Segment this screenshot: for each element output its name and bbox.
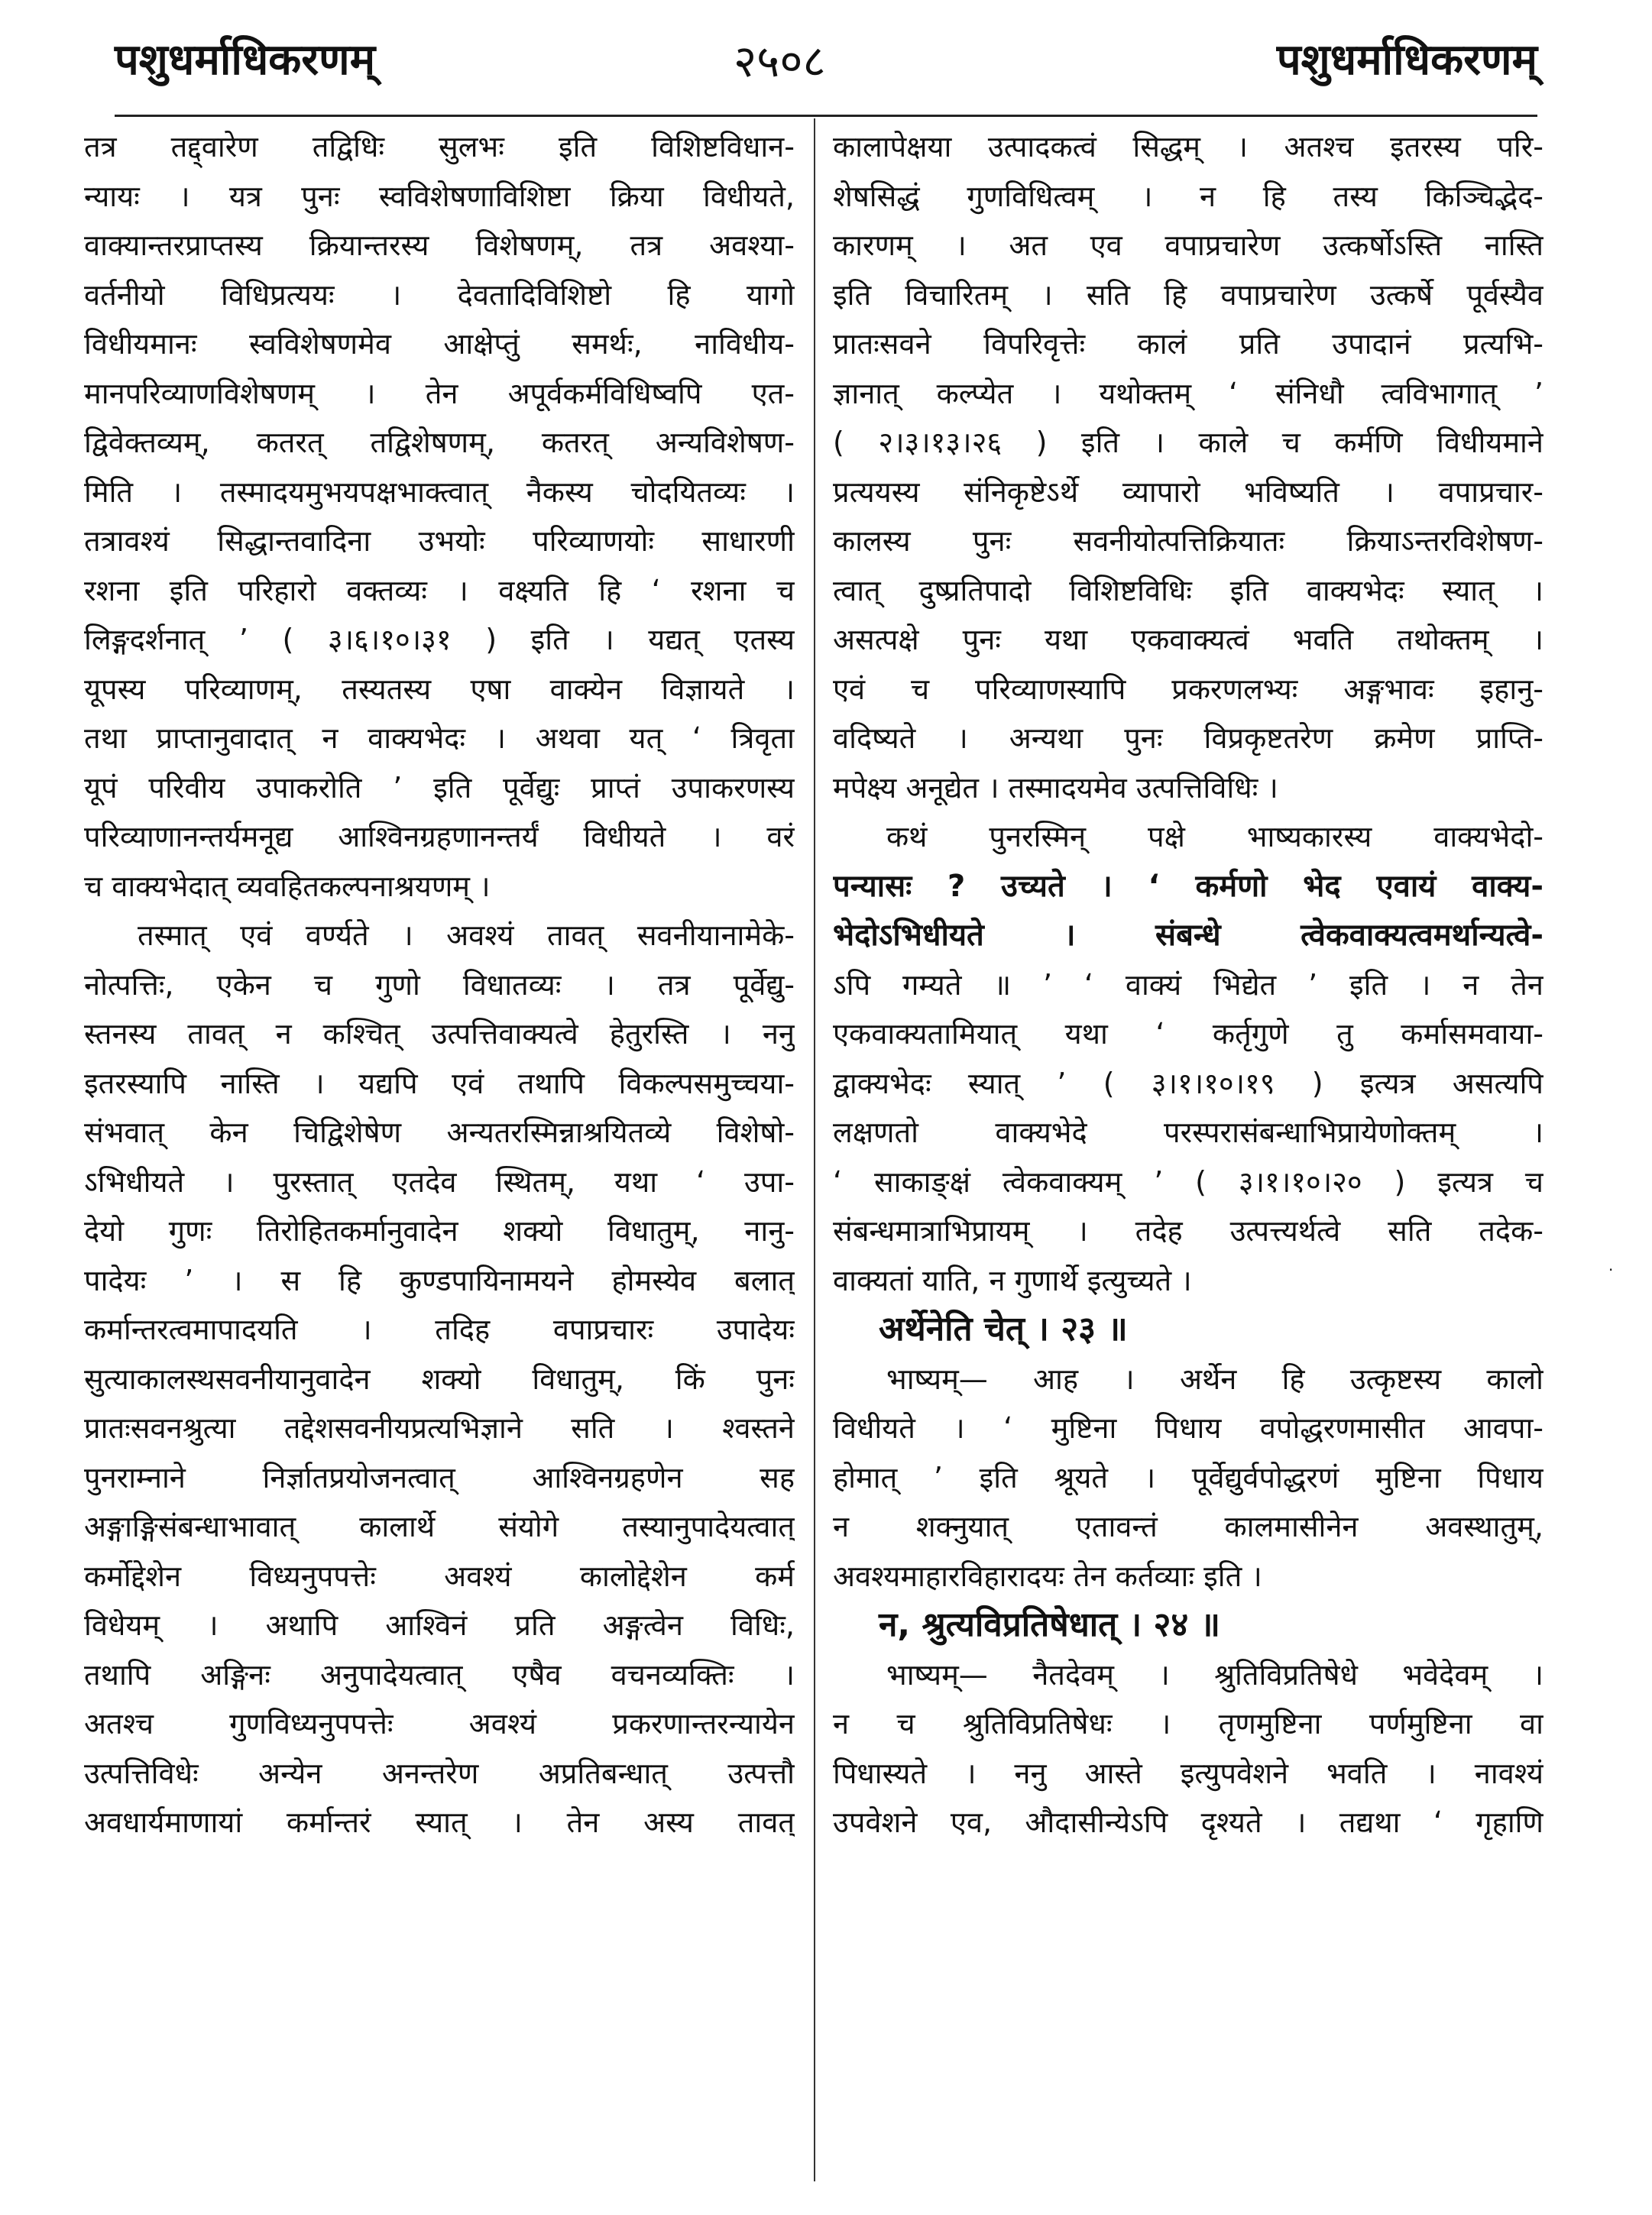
- text-line: तथापि अङ्गिनः अनुपादेयत्वात् एषैव वचनव्यक्तिः ।: [84, 1657, 795, 1692]
- scan-speck: ·: [1608, 1261, 1614, 1279]
- text-line: विधीयमानः स्वविशेषणमेव आक्षेप्तुं समर्थः, नाविधीय-: [84, 327, 795, 361]
- text-line: प्रत्ययस्य संनिकृष्टेऽर्थे व्यापारो भविष्यति । वपाप्रचार-: [833, 474, 1543, 509]
- text-line: त्वात् दुष्प्रतिपादो विशिष्टविधिः इति वाक्यभेदः स्यात् ।: [833, 573, 1543, 607]
- text-line: असत्पक्षे पुनः यथा एकवाक्यत्वं भवति तथोक्तम् ।: [833, 623, 1543, 656]
- text-line: कर्मोद्देशेन विध्यनुपपत्तेः अवश्यं कालोद्देशेन कर्म: [84, 1559, 795, 1593]
- text-line: न्यायः । यत्र पुनः स्वविशेषणाविशिष्टा क्रिया विधीयते,: [84, 179, 795, 213]
- text-line: तथा प्राप्तानुवादात् न वाक्यभेदः । अथवा यत् ‘ त्रिवृता: [84, 721, 795, 755]
- text-line: च वाक्यभेदात् व्यवहितकल्पनाश्रयणम् ।: [84, 869, 491, 903]
- running-header-right: पशुधर्माधिकरणम्: [1276, 35, 1537, 85]
- text-line: लिङ्गदर्शनात् ’ ( ३।६।१०।३१ ) इति । यद्यत् एतस्य: [84, 623, 795, 656]
- sutra-heading: अर्थेनेति चेत् । २३ ॥: [879, 1310, 1128, 1349]
- text-line: वाक्यान्तरप्राप्तस्य क्रियान्तरस्य विशेषणम्, तत्र अवश्या-: [84, 228, 795, 262]
- text-line: होमात् ’ इति श्रूयते । पूर्वेद्युर्वपोद्धरणं मुष्टिना पिधाय: [833, 1460, 1543, 1494]
- text-line: सुत्याकालस्थसवनीयानुवादेन शक्यो विधातुम्, किं पुनः: [84, 1362, 795, 1396]
- text-line: ऽपि गम्यते ॥ ’ ‘ वाक्यं भिद्येत ’ इति । न तेन: [833, 967, 1543, 1002]
- text-line: देयो गुणः तिरोहितकर्मानुवादेन शक्यो विधातुम्, नानु-: [84, 1214, 795, 1248]
- text-line: भाष्यम्— आह । अर्थेन हि उत्कृष्टस्य कालो: [886, 1362, 1543, 1396]
- text-line: कारणम् । अत एव वपाप्रचारेण उत्कर्षोऽस्ति नास्ति: [833, 228, 1543, 262]
- text-line: तस्मात् एवं वर्ण्यते । अवश्यं तावत् सवनीयानामेके-: [138, 918, 795, 952]
- right-column: [833, 122, 1543, 1847]
- text-line: संभवात् केन चिद्विशेषेण अन्यतरस्मिन्नाश्रयितव्ये विशेषो-: [84, 1116, 795, 1149]
- text-line: भाष्यम्— नैतदेवम् । श्रुतिविप्रतिषेधे भवेदेवम् ।: [886, 1657, 1543, 1692]
- text-line: वाक्यतां याति, न गुणार्थे इत्युच्यते ।: [833, 1263, 1192, 1297]
- text-line: कर्मान्तरत्वमापादयति । तदिह वपाप्रचारः उपादेयः: [84, 1313, 795, 1346]
- text-line: नोत्पत्तिः, एकेन च गुणो विधातव्यः । तत्र पूर्वेद्यु-: [84, 967, 795, 1002]
- text-line: एवं च परिव्याणस्यापि प्रकरणलभ्यः अङ्गभावः इहानु-: [833, 672, 1543, 706]
- text-line: इतरस्यापि नास्ति । यद्यपि एवं तथापि विकल्पसमुच्चया-: [84, 1066, 795, 1100]
- text-line: कथं पुनरस्मिन् पक्षे भाष्यकारस्य वाक्यभेदो-: [886, 820, 1543, 853]
- text-line: लक्षणतो वाक्यभेदे परस्परासंबन्धाभिप्रायेणोक्तम् ।: [833, 1116, 1543, 1149]
- sutra-heading: न, श्रुत्यविप्रतिषेधात् । २४ ॥: [879, 1605, 1220, 1644]
- page-number: २५०८: [734, 35, 826, 87]
- text-line: अतश्च गुणविध्यनुपपत्तेः अवश्यं प्रकरणान्तरन्यायेन: [84, 1707, 795, 1741]
- text-line: पिधास्यते । ननु आस्ते इत्युपवेशने भवति । नावश्यं: [833, 1756, 1543, 1790]
- text-line: शेषसिद्धं गुणविधित्वम् । न हि तस्य किञ्चिद्भेद-: [833, 179, 1543, 213]
- text-line: मानपरिव्याणविशेषणम् । तेन अपूर्वकर्मविधिष्वपि एत-: [84, 376, 795, 410]
- text-line: प्रातःसवने विपरिवृत्तेः कालं प्रति उपादानं प्रत्यभि-: [833, 327, 1543, 361]
- text-line: परिव्याणानन्तर्यमनूद्य आश्विनग्रहणानन्तर्यं विधीयते । वरं: [84, 820, 795, 853]
- text-line: द्वाक्यभेदः स्यात् ’ ( ३।१।१०।१९ ) इत्यत्र असत्यपि: [833, 1066, 1543, 1100]
- running-header-left: पशुधर्माधिकरणम्: [115, 35, 376, 85]
- text-line: यूपस्य परिव्याणम्, तस्यतस्य एषा वाक्येन विज्ञायते ।: [84, 672, 795, 706]
- column-divider: [814, 118, 815, 2181]
- text-line: वदिष्यते । अन्यथा पुनः विप्रकृष्टतरेण क्रमेण प्राप्ति-: [833, 721, 1543, 755]
- text-line: कालस्य पुनः सवनीयोत्पत्तिक्रियातः क्रियाऽन्तरविशेषण-: [833, 524, 1543, 558]
- text-line: ऽभिधीयते । पुरस्तात् एतदेव स्थितम्, यथा ‘ उपा-: [84, 1164, 795, 1199]
- text-line: प्रातःसवनश्रुत्या तद्देशसवनीयप्रत्यभिज्ञाने सति । श्वस्तने: [84, 1411, 795, 1445]
- text-line: भेदोऽभिधीयते । संबन्धे त्वेकवाक्यत्वमर्थान्यत्वे-: [833, 918, 1543, 953]
- text-line: पन्यासः ? उच्यते । ‘ कर्मणो भेद एवायं वाक्य-: [833, 868, 1543, 904]
- text-line: स्तनस्य तावत् न कश्चित् उत्पत्तिवाक्यत्वे हेतुरस्ति । ननु: [84, 1017, 795, 1051]
- text-line: उत्पत्तिविधेः अन्येन अनन्तरेण अप्रतिबन्धात् उत्पत्तौ: [84, 1756, 795, 1790]
- text-line: मपेक्ष्य अनूद्येत । तस्मादयमेव उत्पत्तिविधिः ।: [833, 770, 1278, 805]
- text-line: इति विचारितम् । सति हि वपाप्रचारेण उत्कर्षे पूर्वस्यैव: [833, 277, 1543, 312]
- text-line: एकवाक्यतामियात् यथा ‘ कर्तृगुणे तु कर्मासमवाया-: [833, 1017, 1543, 1051]
- text-line: मिति । तस्मादयमुभयपक्षभाक्त्वात् नैकस्य चोदयितव्यः ।: [84, 474, 795, 509]
- text-line: पादेयः ’ । स हि कुण्डपायिनामयने होमस्येव बलात्: [84, 1263, 795, 1297]
- text-line: विधीयते । ‘ मुष्टिना पिधाय वपोद्धरणमासीत आवपा-: [833, 1411, 1543, 1445]
- text-line: तत्रावश्यं सिद्धान्तवादिना उभयोः परिव्याणयोः साधारणी: [84, 524, 795, 558]
- text-line: अवधार्यमाणायां कर्मान्तरं स्यात् । तेन अस्य तावत्: [84, 1805, 795, 1839]
- text-line: वर्तनीयो विधिप्रत्ययः । देवतादिविशिष्टो हि यागो: [84, 277, 795, 312]
- text-line: तत्र तद्द्वारेण तद्विधिः सुलभः इति विशिष्टविधान-: [84, 130, 795, 164]
- text-line: ज्ञानात् कल्प्येत । यथोक्तम् ‘ संनिधौ त्वविभागात् ’: [833, 376, 1543, 410]
- text-line: यूपं परिवीय उपाकरोति ’ इति पूर्वेद्युः प्राप्तं उपाकरणस्य: [84, 770, 795, 805]
- left-column: [84, 122, 795, 1847]
- text-line: उपवेशने एव, औदासीन्येऽपि दृश्यते । तद्यथा ‘ गृहाणि: [833, 1805, 1543, 1839]
- text-line: रशना इति परिहारो वक्तव्यः । वक्ष्यति हि ‘ रशना च: [84, 573, 795, 607]
- text-line: ‘ साकाङ्क्षं त्वेकवाक्यम् ’ ( ३।१।१०।२० ) इत्यत्र च: [833, 1164, 1543, 1199]
- text-line: न च श्रुतिविप्रतिषेधः । तृणमुष्टिना पर्णमुष्टिना वा: [833, 1707, 1543, 1741]
- text-line: पुनराम्नाने निर्ज्ञातप्रयोजनत्वात् आश्विनग्रहणेन सह: [84, 1460, 795, 1494]
- text-line: अङ्गाङ्गिसंबन्धाभावात् कालार्थे संयोगे तस्यानुपादेयत्वात्: [84, 1510, 795, 1543]
- text-line: द्विवेक्तव्यम्, कतरत् तद्विशेषणम्, कतरत् अन्यविशेषण-: [84, 426, 795, 459]
- text-line: ( २।३।१३।२६ ) इति । काले च कर्मणि विधीयमाने: [833, 426, 1543, 459]
- text-line: विधेयम् । अथापि आश्विनं प्रति अङ्गत्वेन विधिः,: [84, 1608, 795, 1642]
- text-line: कालापेक्षया उत्पादकत्वं सिद्धम् । अतश्च इतरस्य परि-: [833, 130, 1543, 164]
- header-rule: [115, 115, 1537, 117]
- text-line: संबन्धमात्राभिप्रायम् । तदेह उत्पत्त्यर्थत्वे सति तदेक-: [833, 1214, 1543, 1248]
- text-line: अवश्यमाहारविहारादयः तेन कर्तव्याः इति ।: [833, 1559, 1262, 1593]
- text-line: न शक्नुयात् एतावन्तं कालमासीनेन अवस्थातुम्,: [833, 1510, 1543, 1543]
